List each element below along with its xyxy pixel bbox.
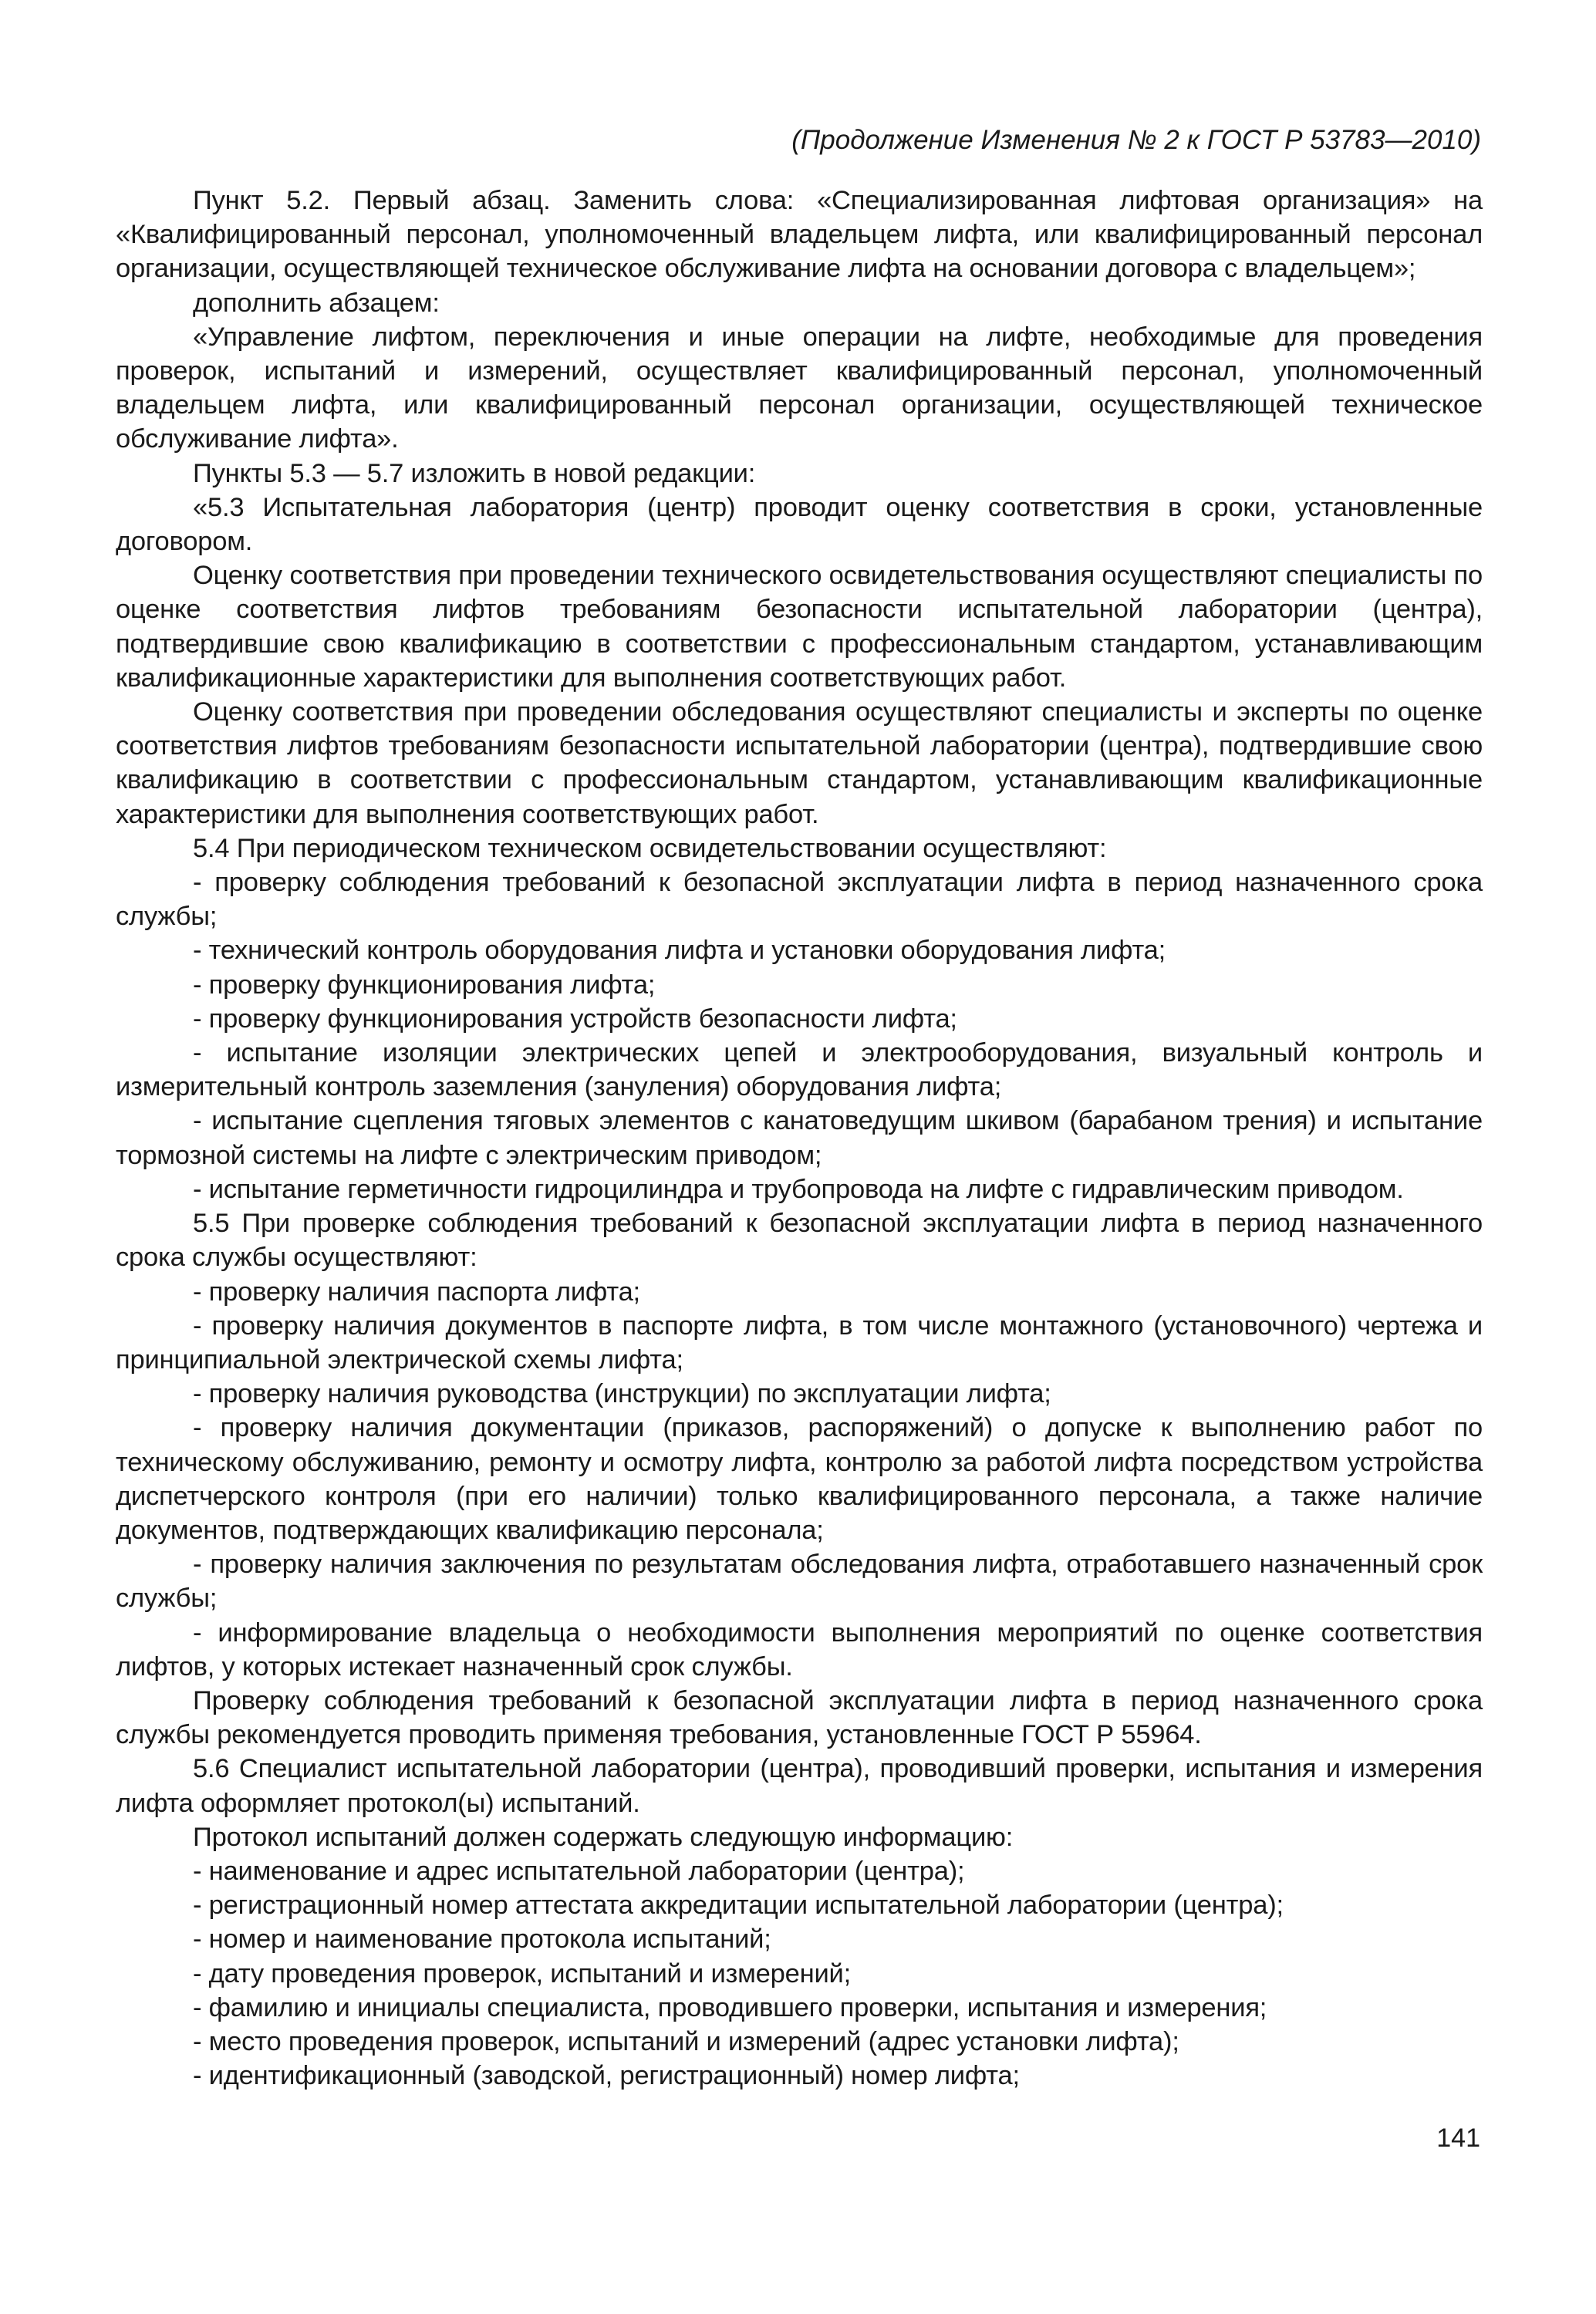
paragraph: 5.4 При периодическом техническом освидетельствовании осуществляют: <box>193 833 1107 863</box>
list-item: - проверку наличия паспорта лифта; <box>193 1277 640 1307</box>
paragraph: Оценку соответствия при проведении обследования осуществляют специалисты и эксперты по оценке соответствия лифтов требованиям безопасности испытательной лаборатории (центра), подтвердившие свою квалификацию в соответствии с профессиональным стандартом, устанавливающим квалификационные характеристики для выполнения соответствующих работ. <box>116 697 1483 829</box>
list-item: - фамилию и инициалы специалиста, проводившего проверки, испытания и измерения; <box>193 1992 1267 2022</box>
running-header: (Продолжение Изменения № 2 к ГОСТ Р 53783—2010) <box>791 125 1481 155</box>
list-item: - технический контроль оборудования лифта и установки оборудования лифта; <box>193 936 1166 966</box>
paragraph: дополнить абзацем: <box>193 288 440 318</box>
page-number: 141 <box>1436 2123 1480 2153</box>
paragraph: «Управление лифтом, переключения и иные операции на лифте, необходимые для проведения проверок, испытаний и измерений, осуществляет квалифицированный персонал, уполномоченный владельцем лифта, или квалифицированный персонал организации, осуществляющей техническое обслуживание лифта». <box>116 322 1483 454</box>
paragraph: 5.5 При проверке соблюдения требований к безопасной эксплуатации лифта в период назначенного срока службы осуществляют: <box>116 1209 1483 1273</box>
list-item: - информирование владельца о необходимости выполнения мероприятий по оценке соответствия лифтов, у которых истекает назначенный срок службы. <box>116 1617 1483 1682</box>
list-item: - проверку наличия документации (приказов, распоряжений) о допуске к выполнению работ по техническому обслуживанию, ремонту и осмотру лифта, контролю за работой лифта посредством устройства диспетчерского контроля (при его наличии) только квалифицированного персонала, а также наличие документов, подтверждающих квалификацию персонала; <box>116 1413 1483 1545</box>
list-item: - проверку наличия заключения по результатам обследования лифта, отработавшего назначенный срок службы; <box>116 1550 1483 1614</box>
document-body <box>116 184 1483 2093</box>
list-item: - дату проведения проверок, испытаний и измерений; <box>193 1958 852 1988</box>
paragraph: «5.3 Испытательная лаборатория (центр) проводит оценку соответствия в сроки, установленные договором. <box>116 492 1483 557</box>
paragraph: Оценку соответствия при проведении технического освидетельствования осуществляют специалисты по оценке соответствия лифтов требованиям безопасности испытательной лаборатории (центра), подтвердившие свою квалификацию в соответствии с профессиональным стандартом, устанавливающим квалификационные характеристики для выполнения соответствующих работ. <box>116 561 1483 693</box>
paragraph: Пункты 5.3 — 5.7 изложить в новой редакции: <box>193 458 756 488</box>
paragraph: 5.6 Специалист испытательной лаборатории (центра), проводивший проверки, испытания и измерения лифта оформляет протокол(ы) испытаний. <box>116 1754 1483 1818</box>
list-item: - номер и наименование протокола испытаний; <box>193 1924 771 1955</box>
list-item: - проверку наличия документов в паспорте лифта, в том числе монтажного (установочного) чертежа и принципиальной электрической схемы лифта; <box>116 1310 1483 1375</box>
list-item: - испытание сцепления тяговых элементов с канатоведущим шкивом (барабаном трения) и испытание тормозной системы на лифте с электрическим приводом; <box>116 1106 1483 1170</box>
paragraph: Протокол испытаний должен содержать следующую информацию: <box>193 1822 1014 1852</box>
list-item: - место проведения проверок, испытаний и измерений (адрес установки лифта); <box>193 2026 1179 2056</box>
list-item: - проверку функционирования лифта; <box>193 970 656 1000</box>
list-item: - наименование и адрес испытательной лаборатории (центра); <box>193 1856 965 1886</box>
paragraph: Проверку соблюдения требований к безопасной эксплуатации лифта в период назначенного срока службы рекомендуется проводить применяя требования, установленные ГОСТ Р 55964. <box>116 1685 1483 1750</box>
list-item: - идентификационный (заводской, регистрационный) номер лифта; <box>193 2061 1020 2091</box>
paragraph: Пункт 5.2. Первый абзац. Заменить слова: «Специализированная лифтовая организация» на «Квалифицированный персонал, уполномоченный владельцем лифта, или квалифицированный персонал организации, осуществляющей техническое обслуживание лифта на основании договора с владельцем»; <box>116 186 1483 284</box>
list-item: - проверку соблюдения требований к безопасной эксплуатации лифта в период назначенного срока службы; <box>116 868 1483 932</box>
list-item: - испытание герметичности гидроцилиндра и трубопровода на лифте с гидравлическим приводом. <box>193 1174 1404 1204</box>
list-item: - проверку функционирования устройств безопасности лифта; <box>193 1004 957 1034</box>
list-item: - регистрационный номер аттестата аккредитации испытательной лаборатории (центра); <box>193 1891 1284 1921</box>
list-item: - проверку наличия руководства (инструкции) по эксплуатации лифта; <box>193 1379 1051 1409</box>
list-item: - испытание изоляции электрических цепей и электрооборудования, визуальный контроль и измерительный контроль заземления (зануления) оборудования лифта; <box>116 1038 1483 1102</box>
